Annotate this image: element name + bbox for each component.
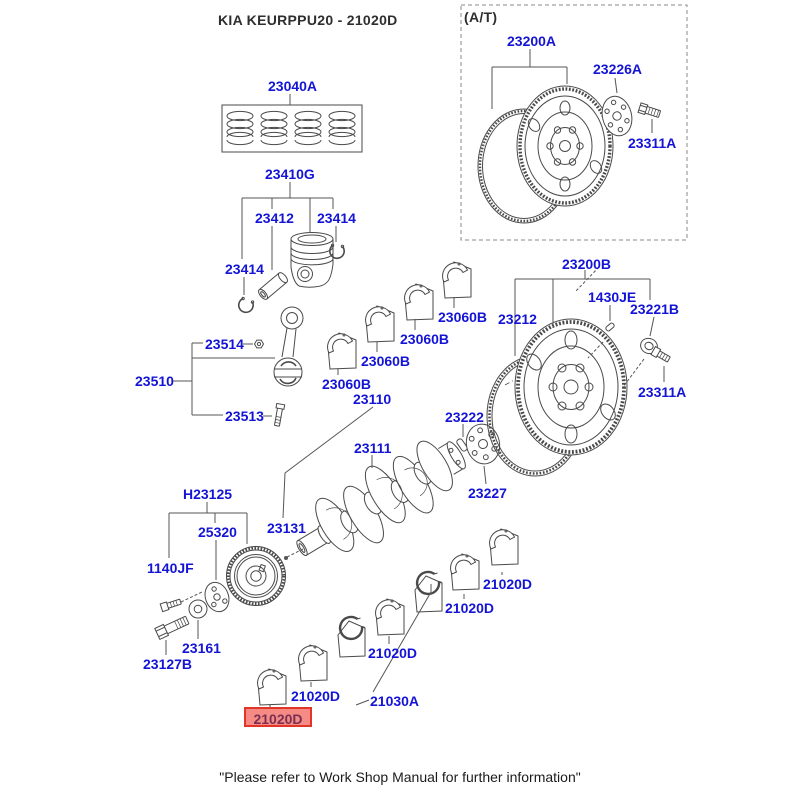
- rod-nut-drawing: [255, 340, 264, 348]
- part-label-23227[interactable]: 23227: [468, 485, 507, 501]
- snap-ring-drawing: [237, 297, 255, 314]
- part-label-23060B-2[interactable]: 23060B: [361, 353, 411, 369]
- part-label-23161[interactable]: 23161: [182, 640, 221, 656]
- rod-bearing-drawing: [366, 306, 394, 342]
- washer-drawing: [189, 600, 207, 618]
- rod-bearing-drawing: [443, 262, 471, 298]
- part-label-21030A[interactable]: 21030A: [370, 693, 420, 709]
- footer-note: "Please refer to Work Shop Manual for further information": [219, 769, 581, 785]
- part-label-23131[interactable]: 23131: [267, 520, 306, 536]
- connecting-rod-drawing: [274, 307, 303, 386]
- part-label-21020D-1[interactable]: 21020D: [291, 688, 341, 704]
- selected-part-label-21020D[interactable]: 21020D: [244, 707, 312, 727]
- part-label-23127B[interactable]: 23127B: [143, 656, 193, 672]
- part-label-1430JE[interactable]: 1430JE: [588, 289, 637, 305]
- part-label-23414-left[interactable]: 23414: [225, 261, 264, 277]
- main-bearing-drawing: [376, 599, 404, 635]
- part-label-23514[interactable]: 23514: [205, 336, 244, 352]
- at-section-label: (A/T): [464, 9, 498, 25]
- thrust-ring-drawing: [338, 617, 365, 657]
- main-bearing-drawing: [451, 554, 479, 590]
- part-label-H23125[interactable]: H23125: [183, 486, 233, 502]
- part-label-23226A[interactable]: 23226A: [593, 61, 643, 77]
- main-bearing-drawing: [299, 645, 327, 681]
- small-bolt-drawing: [160, 598, 181, 612]
- at-flywheel-drawing: [517, 86, 613, 206]
- part-label-21020D-3[interactable]: 21020D: [445, 600, 495, 616]
- piston-rings-drawing: [222, 105, 362, 152]
- snap-ring-drawing: [330, 244, 344, 258]
- mt-flywheel-drawing: [515, 319, 627, 455]
- part-label-21020D-4[interactable]: 21020D: [483, 576, 533, 592]
- part-label-23311A-at[interactable]: 23311A: [628, 135, 677, 151]
- part-label-23111[interactable]: 23111: [354, 440, 392, 456]
- part-label-23060B-3[interactable]: 23060B: [400, 331, 450, 347]
- part-label-23060B-4[interactable]: 23060B: [438, 309, 488, 325]
- end-plate-drawing: [463, 421, 504, 467]
- part-label-23200B[interactable]: 23200B: [562, 256, 612, 272]
- page-title: KIA KEURPPU20 - 21020D: [218, 12, 398, 28]
- part-label-23414-right[interactable]: 23414: [317, 210, 356, 226]
- part-label-23221B[interactable]: 23221B: [630, 301, 680, 317]
- dowel-pin-drawing: [605, 322, 615, 331]
- part-label-1140JF[interactable]: 1140JF: [147, 560, 194, 576]
- part-label-23212[interactable]: 23212: [498, 311, 537, 327]
- part-label-21020D-2[interactable]: 21020D: [368, 645, 418, 661]
- pulley-drawing: [227, 547, 286, 606]
- part-label-23222[interactable]: 23222: [445, 409, 484, 425]
- part-label-23412[interactable]: 23412: [255, 210, 294, 226]
- part-label-25320[interactable]: 25320: [198, 524, 237, 540]
- main-bearing-drawing: [258, 669, 286, 705]
- rod-bolt-drawing: [273, 403, 285, 426]
- piston-drawing: [291, 233, 333, 288]
- at-bolt-drawing: [638, 103, 661, 119]
- part-label-23060B-1[interactable]: 23060B: [322, 376, 372, 392]
- pulley-bolt-drawing: [155, 615, 190, 640]
- part-label-23513[interactable]: 23513: [225, 408, 264, 424]
- mt-bolt-drawing: [651, 347, 671, 364]
- rod-bearing-drawing: [328, 333, 356, 369]
- rod-bearing-drawing: [405, 284, 433, 320]
- part-label-23410G[interactable]: 23410G: [265, 166, 315, 182]
- part-label-23200A[interactable]: 23200A: [507, 33, 557, 49]
- part-label-23040A[interactable]: 23040A: [268, 78, 318, 94]
- main-bearing-drawing: [490, 529, 518, 565]
- part-label-23311A-mt[interactable]: 23311A: [638, 384, 687, 400]
- part-label-23510[interactable]: 23510: [135, 373, 174, 389]
- part-label-23110[interactable]: 23110: [353, 391, 392, 407]
- thrust-ring-drawing: [415, 572, 442, 612]
